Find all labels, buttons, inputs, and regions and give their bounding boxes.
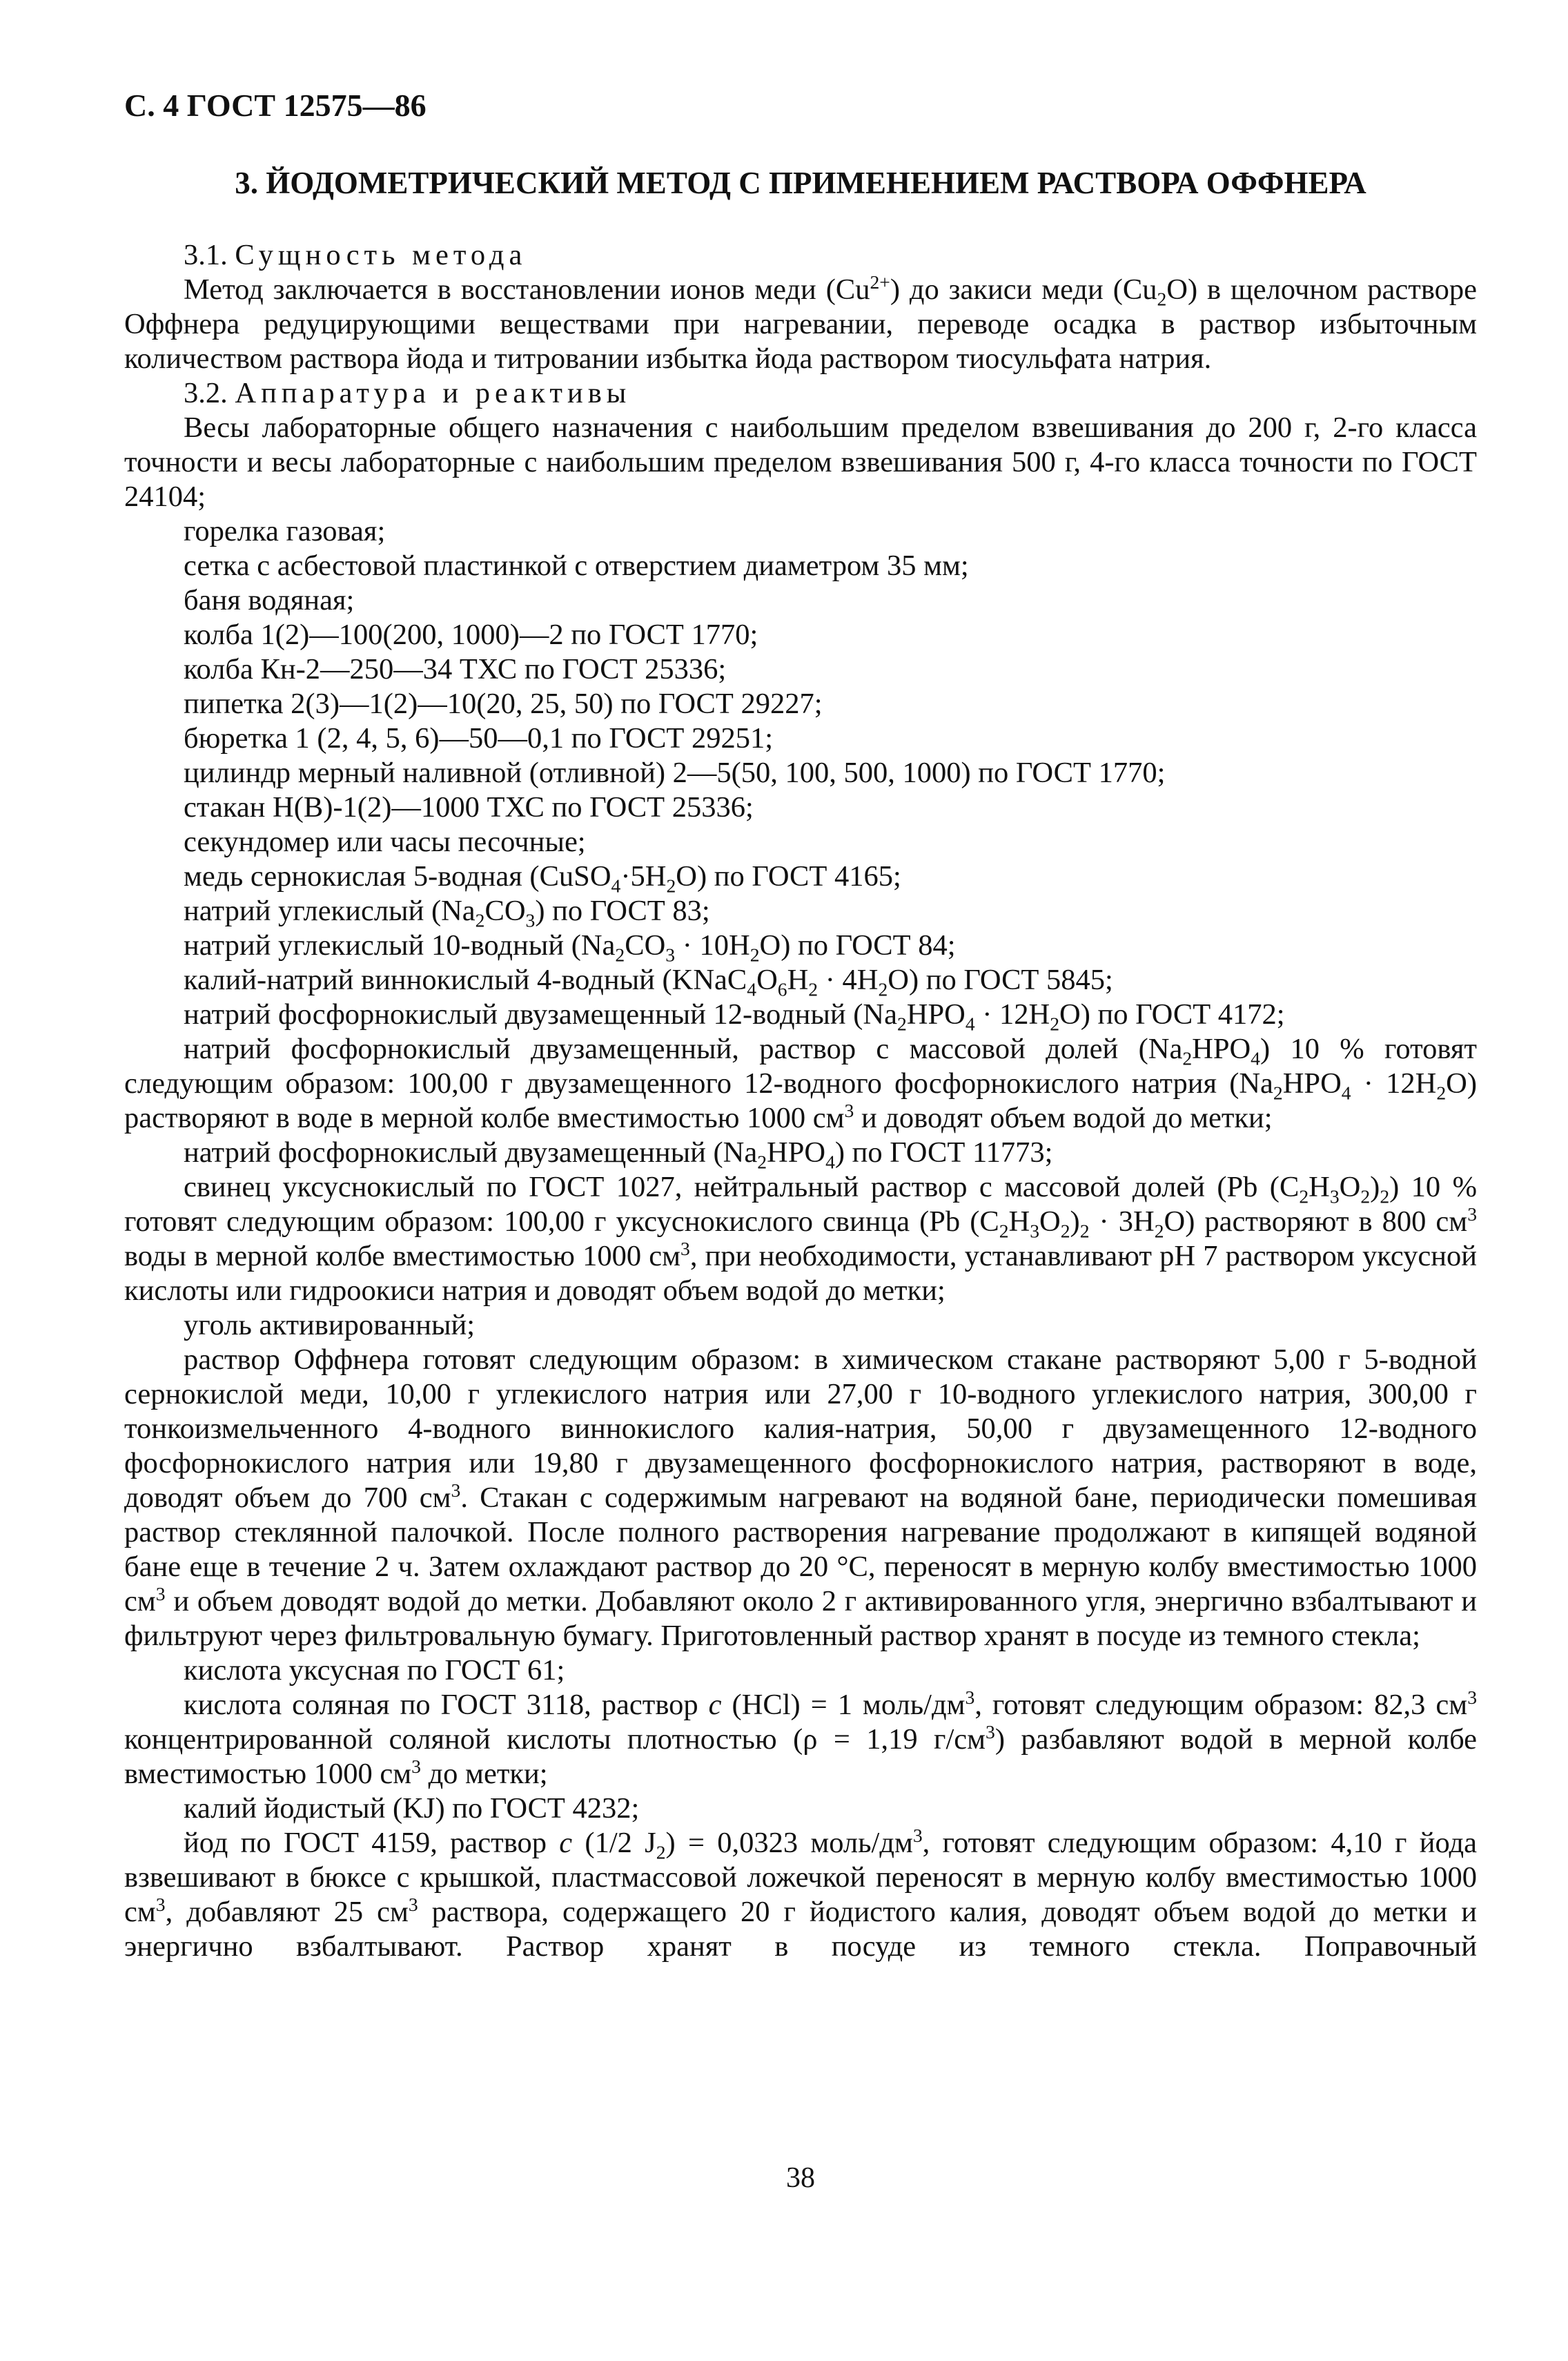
subsection-heading-3-1 bbox=[124, 238, 1477, 273]
method-essence-paragraph: Метод заключается в восстановлении ионов меди $(Cu^{2+})$ до закиси меди $(Cu_2O)$ в щелочном растворе Оффнера редуцирующими веществами при нагревании, переводе осадка в раствор избыточным количеством раствора йода и титровании избытка йода раствором тиосульфата натрия. bbox=[124, 271, 1478, 375]
subsection-number: 3.1. bbox=[184, 239, 235, 271]
subsection-title: Сущность метода bbox=[235, 239, 527, 271]
list-item: натрий фосфорнокислый двузамещенный 12-водный $(Na_2HPO_4 \cdot 12H_2O)$ по ГОСТ 4172; bbox=[184, 998, 1285, 1035]
subsection-number: 3.2. bbox=[184, 377, 235, 409]
list-item: раствор Оффнера готовят следующим образом: в химическом стакане растворяют 5,00 г 5-водной сернокислой меди, 10,00 г углекислого натрия или 27,00 г 10-водного углекислого натрия, 300,00 г тонкоизмельченного 4-водного виннокислого калия-натрия, 50,00 г двузамещенного 12-водного фосфорнокислого натрия или 19,80 г двузамещенного фосфорнокислого натрия, растворяют в воде, доводят объем до 700 $см^3$. Стакан с содержимым нагревают на водяной бане, периодически помешивая раствор стеклянной палочкой. После полного растворения нагревание продолжают в кипящей водяной бане еще в течение 2 ч. Затем охлаждают раствор до 20 °С, переносят в мерную колбу вместимостью 1000 $см^3$ и объем доводят водой до метки. Добавляют около 2 г активированного угля, энергично взбалтывают и фильтруют через фильтровальную бумагу. Приготовленный раствор хранят в посуде из темного стекла; bbox=[124, 1343, 1477, 1652]
list-item: колба Кн-2—250—34 ТХС по ГОСТ 25336; bbox=[184, 653, 727, 686]
subsection-heading-3-2 bbox=[124, 376, 1477, 411]
list-item: кислота уксусная по ГОСТ 61; bbox=[184, 1654, 565, 1687]
list-item: медь сернокислая 5-водная $(CuSO_4\cdot 5H_2O)$ по ГОСТ 4165; bbox=[184, 860, 901, 897]
list-item: свинец уксуснокислый по ГОСТ 1027, нейтральный раствор с массовой долей (Pb $(C_2H_3O_2)_2$) 10 % готовят следующим образом: 100,00 г уксуснокислого свинца (Pb $(C_2H_3O_2)_2 \cdot 3H_2O$) растворяют в 800 $см^3$ воды в мерной колбе вместимостью 1000 $см^3$, при необходимости, устанавливают pH 7 раствором уксусной кислоты или гидроокиси натрия и доводят объем водой до метки; bbox=[124, 1171, 1477, 1307]
list-item: баня водяная; bbox=[184, 584, 355, 616]
subsection-title: Аппаратура и реактивы bbox=[235, 377, 631, 409]
list-item: натрий углекислый $(Na_2CO_3)$ по ГОСТ 83; bbox=[184, 895, 710, 931]
list-item: секундомер или часы песочные; bbox=[184, 826, 586, 858]
list-item: стакан Н(В)-1(2)—1000 ТХС по ГОСТ 25336; bbox=[184, 791, 754, 824]
list-item: уголь активированный; bbox=[184, 1309, 476, 1341]
page-number: 38 bbox=[786, 2162, 815, 2194]
section-title: 3. ЙОДОМЕТРИЧЕСКИЙ МЕТОД С ПРИМЕНЕНИЕМ РАСТВОРА ОФФНЕРА bbox=[235, 166, 1366, 200]
list-item: калий-натрий виннокислый 4-водный $(KNaC_4O_6H_2 \cdot 4H_2O)$ по ГОСТ 5845; bbox=[184, 964, 1113, 1000]
document-body bbox=[124, 238, 1477, 1964]
list-item: сетка с асбестовой пластинкой с отверстием диаметром 35 мм; bbox=[184, 550, 969, 582]
list-item: Весы лабораторные общего назначения с наибольшим пределом взвешивания до 200 г, 2-го класса точности и весы лабораторные с наибольшим пределом взвешивания 500 г, 4-го класса точности по ГОСТ 24104; bbox=[124, 411, 1477, 513]
list-item: натрий фосфорнокислый двузамещенный $(Na_2HPO_4)$ по ГОСТ 11773; bbox=[184, 1136, 1053, 1173]
list-item: пипетка 2(3)—1(2)—10(20, 25, 50) по ГОСТ 29227; bbox=[184, 688, 823, 720]
list-item: йод по ГОСТ 4159, раствор c (1/2 $J_2) = 0,0323$ моль/$дм^3$, готовят следующим образом: 4,10 г йода взвешивают в бюксе с крышкой, пластмассовой ложечкой переносят в мерную колбу вместимостью 1000 $см^3$, добавляют 25 $см^3$ раствора, содержащего 20 г йодистого калия, доводят объем водой до метки и энергично взбалтывают. Раствор хранят в посуде из темного стекла. Поправочный bbox=[124, 1824, 1478, 1963]
list-item: колба 1(2)—100(200, 1000)—2 по ГОСТ 1770; bbox=[184, 619, 758, 651]
document-page bbox=[124, 0, 1477, 2361]
list-item: кислота соляная по ГОСТ 3118, раствор c (HCl) = 1 моль/$дм^3$, готовят следующим образом: 82,3 $см^3$ концентрированной соляной кислоты плотностью (ρ = 1,19 $г/см^3$) разбавляют водой в мерной колбе вместимостью 1000 $см^3$ до метки; bbox=[124, 1686, 1478, 1790]
running-head: С. 4 ГОСТ 12575—86 bbox=[124, 88, 427, 123]
list-item: калий йодистый (KJ) по ГОСТ 4232; bbox=[184, 1792, 640, 1825]
list-item: бюретка 1 (2, 4, 5, 6)—50—0,1 по ГОСТ 29251; bbox=[184, 722, 774, 755]
list-item: натрий фосфорнокислый двузамещенный, раствор с массовой долей $(Na_2HPO_4)$ 10 % готовят следующим образом: 100,00 г двузамещенного 12-водного фосфорнокислого натрия $(Na_2HPO_4 \cdot 12H_2O)$ растворяют в воде в мерной колбе вместимостью 1000 $см^3$ и доводят объем водой до метки; bbox=[124, 1033, 1477, 1134]
list-item: горелка газовая; bbox=[184, 515, 386, 547]
list-item: цилиндр мерный наливной (отливной) 2—5(50, 100, 500, 1000) по ГОСТ 1770; bbox=[184, 757, 1166, 789]
list-item: натрий углекислый 10-водный $(Na_2CO_3 \cdot 10H_2O)$ по ГОСТ 84; bbox=[184, 929, 956, 966]
